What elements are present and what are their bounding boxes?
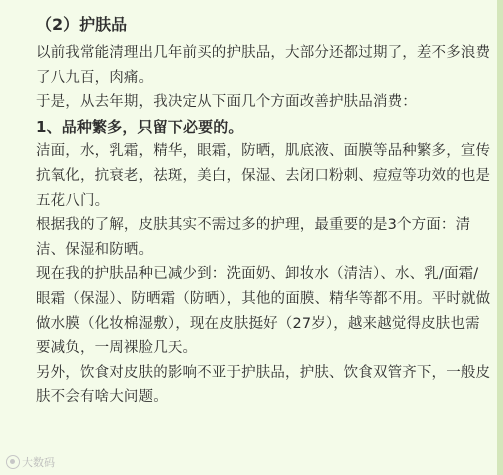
paragraph-1: 以前我常能清理出几年前买的护肤品，大部分还都过期了，差不多浪费了八九百，肉痛。 <box>36 45 491 86</box>
article-body <box>36 12 491 410</box>
paragraph-6: 另外，饮食对皮肤的影响不亚于护肤品，护肤、饮食双管齐下，一般皮肤不会有啥大问题。 <box>36 364 491 406</box>
paragraph-3: 洁面，水，乳霜，精华，眼霜，防晒，肌底液、面膜等品种繁多，宣传抗氧化，抗衰老，祛斑，美白，保湿、去闭口粉刺、痘痘等功效的也是五花八门。 <box>36 143 491 209</box>
paragraph-2: 于是，从去年期，我决定从下面几个方面改善护肤品消费： <box>36 94 417 111</box>
watermark-text: 大数码 <box>22 456 55 469</box>
watermark <box>6 454 55 470</box>
subheading-1: 1、品种繁多，只留下必要的。 <box>36 117 244 136</box>
section-heading: （2）护肤品 <box>36 15 128 34</box>
camera-lens-icon <box>6 455 20 469</box>
paragraph-4: 根据我的了解，皮肤其实不需过多的护理，最重要的是3个方面：清洁、保湿和防晒。 <box>36 217 471 258</box>
paragraph-5: 现在我的护肤品种已减少到：洗面奶、卸妆水（清洁）、水、乳/面霜/眼霜（保湿）、防晒霜（防晒），其他的面膜、精华等都不用。平时就做做水膜（化妆棉湿敷），现在皮肤挺好（27岁），越来越觉得皮肤也需要减负，一周裸脸几天。 <box>36 266 491 357</box>
